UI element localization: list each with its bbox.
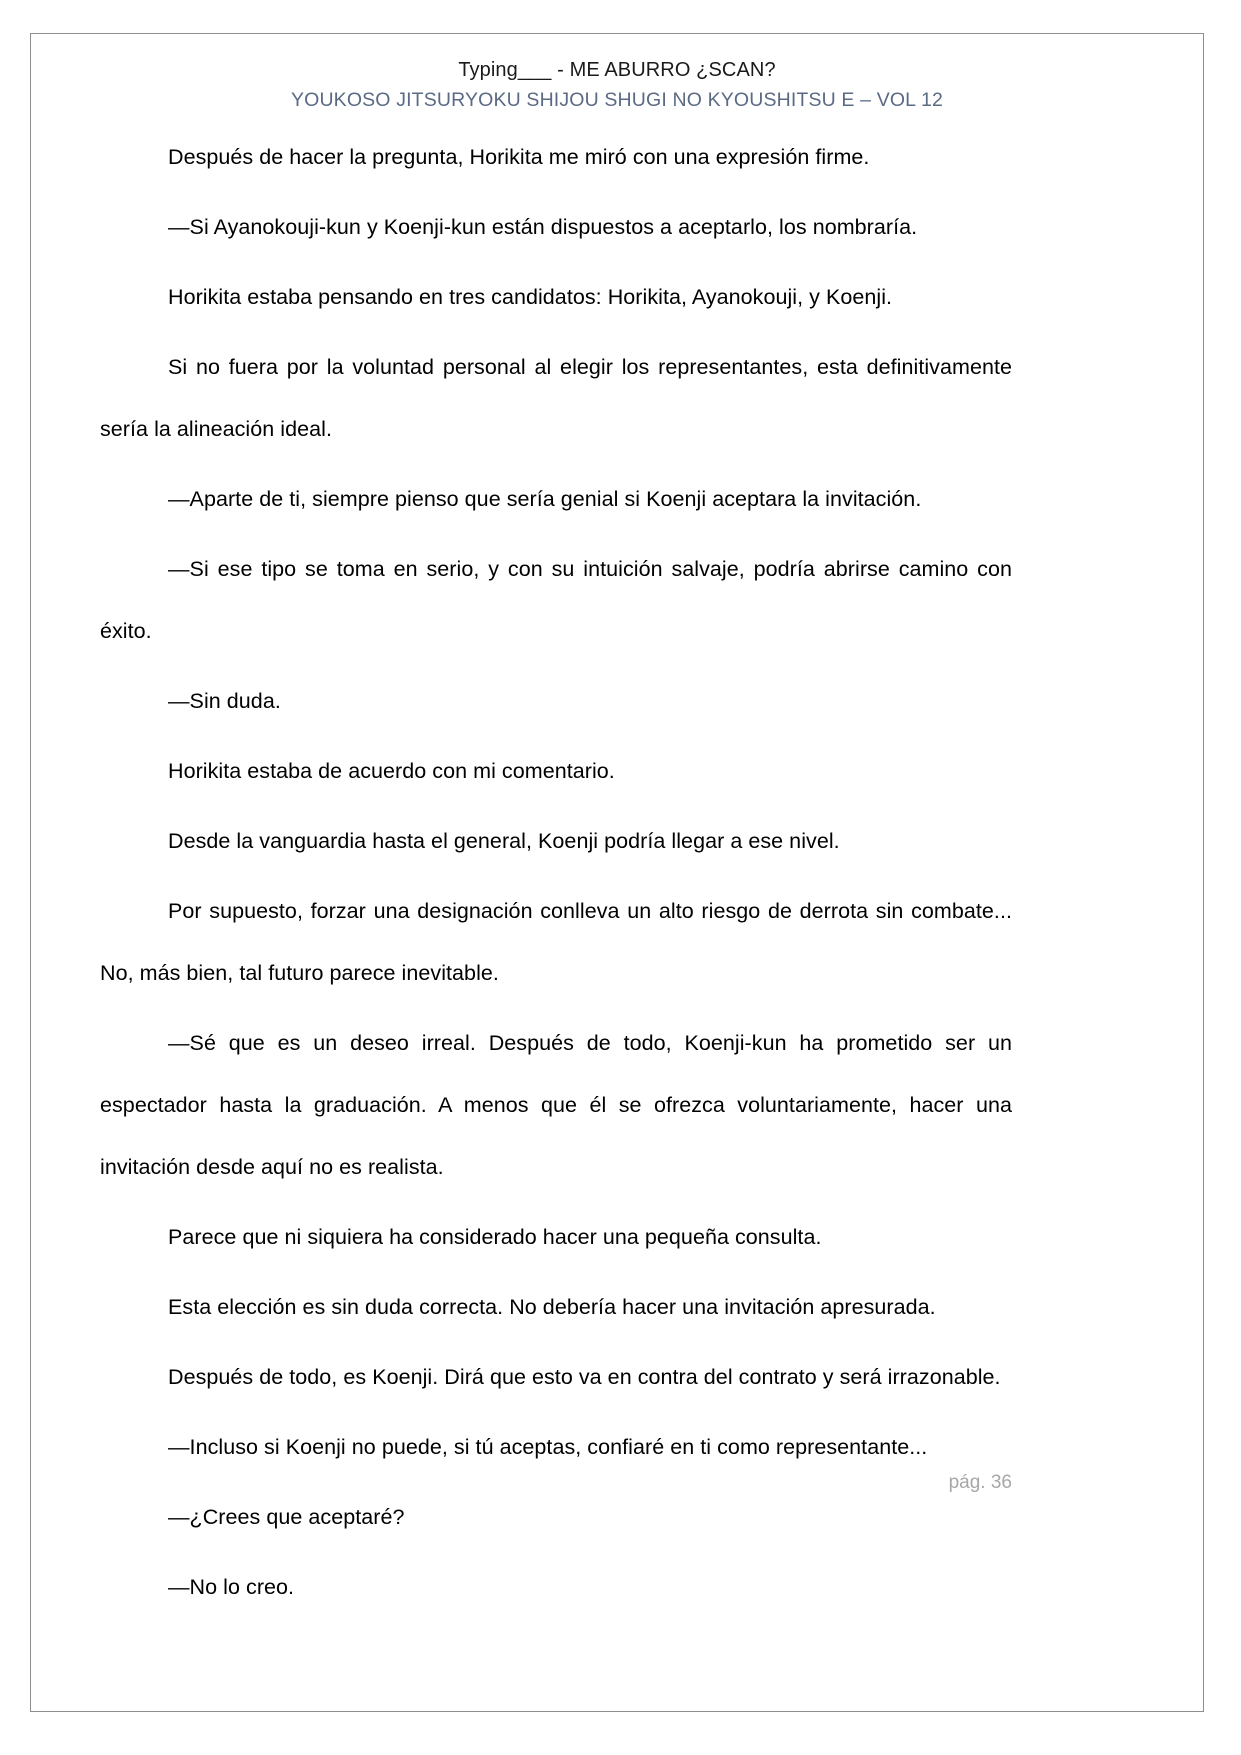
document-body	[100, 126, 1012, 1626]
paragraph: —¿Crees que aceptaré?	[168, 1505, 405, 1529]
paragraph: Horikita estaba de acuerdo con mi comentario.	[168, 759, 615, 783]
paragraph: —Si Ayanokouji-kun y Koenji-kun están dispuestos a aceptarlo, los nombraría.	[168, 215, 918, 239]
paragraph: —Sé que es un deseo irreal. Después de todo, Koenji-kun ha prometido ser un espectador hasta la graduación. A menos que él se ofrezca voluntariamente, hacer una invitación desde aquí no es realista.	[100, 1031, 1012, 1179]
header-title: Typing___ - ME ABURRO ¿SCAN?	[458, 59, 776, 81]
paragraph: Si no fuera por la voluntad personal al elegir los representantes, esta definitivamente sería la alineación ideal.	[100, 355, 1012, 441]
paragraph: —Sin duda.	[168, 689, 281, 713]
page-number: pág. 36	[948, 1472, 1012, 1493]
paragraph: Esta elección es sin duda correcta. No debería hacer una invitación apresurada.	[168, 1295, 936, 1319]
paragraph: Después de hacer la pregunta, Horikita me miró con una expresión firme.	[168, 145, 870, 169]
paragraph: Parece que ni siquiera ha considerado hacer una pequeña consulta.	[168, 1225, 822, 1249]
paragraph: Desde la vanguardia hasta el general, Koenji podría llegar a ese nivel.	[168, 829, 840, 853]
header-subtitle: YOUKOSO JITSURYOKU SHIJOU SHUGI NO KYOUSHITSU E – VOL 12	[290, 89, 944, 111]
paragraph: —Si ese tipo se toma en serio, y con su intuición salvaje, podría abrirse camino con éxito.	[100, 557, 1012, 643]
page-header	[30, 58, 1204, 114]
paragraph: Después de todo, es Koenji. Dirá que esto va en contra del contrato y será irrazonable.	[168, 1365, 1001, 1389]
paragraph: —Incluso si Koenji no puede, si tú aceptas, confiaré en ti como representante...	[168, 1435, 928, 1459]
paragraph: —No lo creo.	[168, 1575, 295, 1599]
paragraph: Horikita estaba pensando en tres candidatos: Horikita, Ayanokouji, y Koenji.	[168, 285, 893, 309]
paragraph: Por supuesto, forzar una designación conlleva un alto riesgo de derrota sin combate... No, más bien, tal futuro parece inevitable.	[100, 899, 1012, 985]
paragraph: —Aparte de ti, siempre pienso que sería genial si Koenji aceptara la invitación.	[168, 487, 922, 511]
